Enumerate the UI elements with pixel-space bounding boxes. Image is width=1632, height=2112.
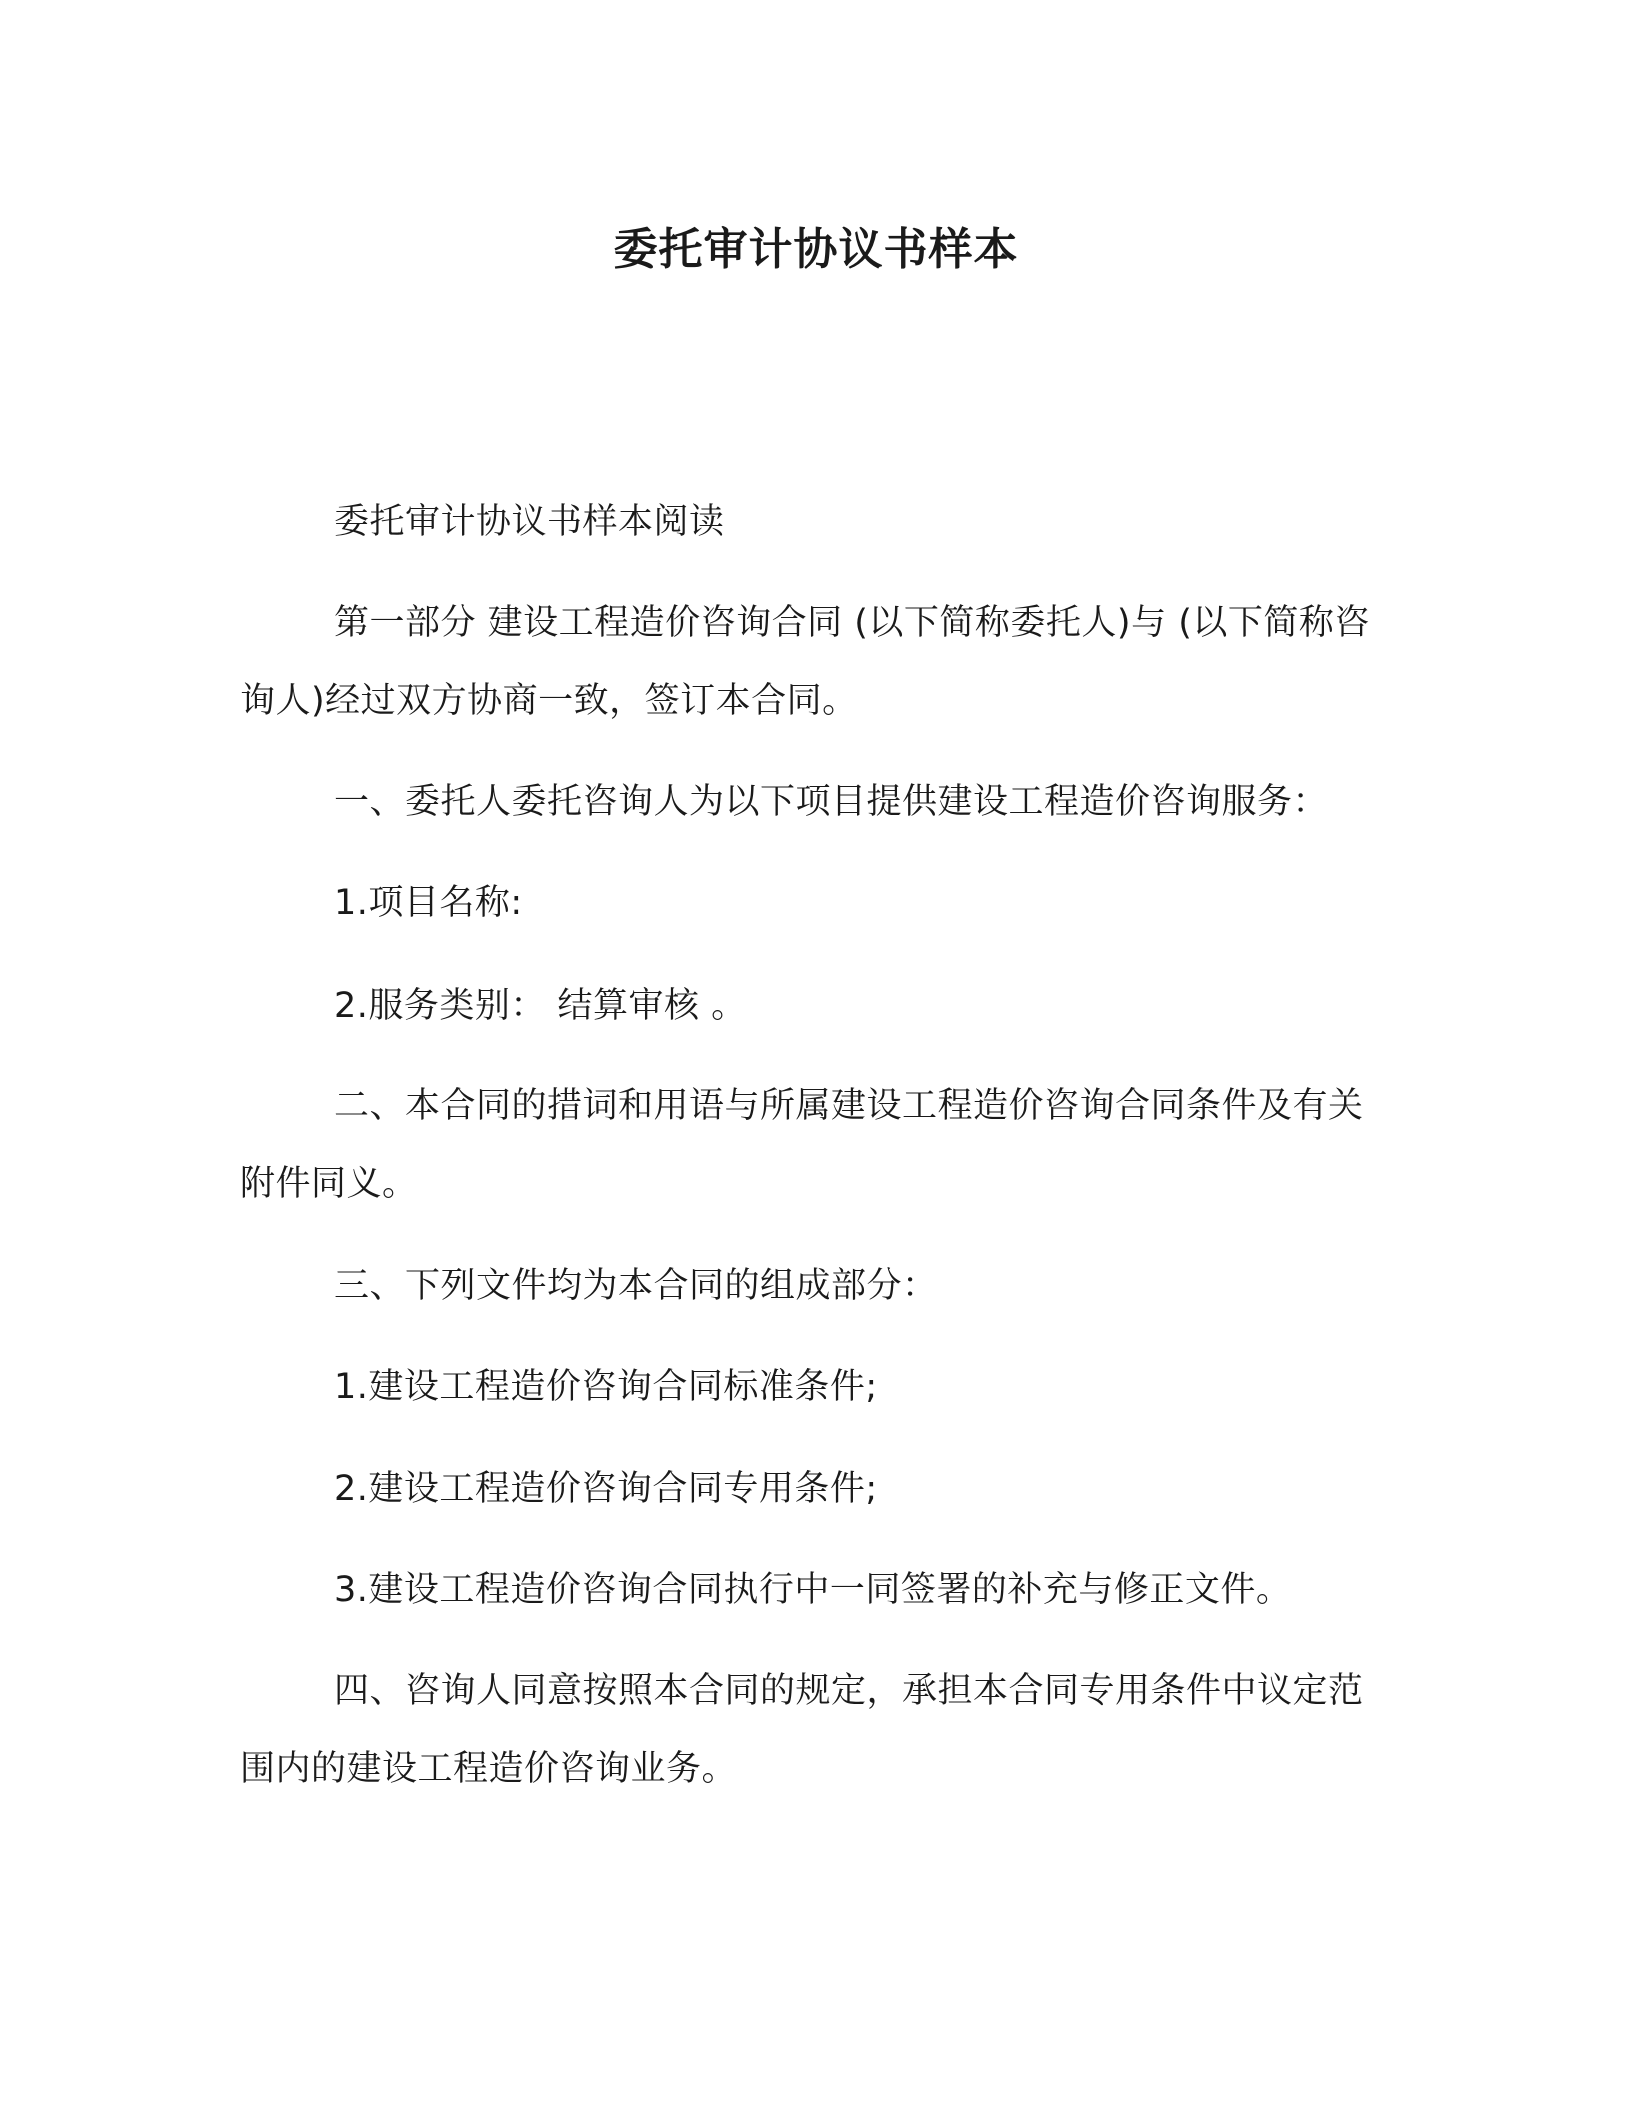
paragraph-clause-four: 四、咨询人同意按照本合同的规定，承担本合同专用条件中议定范围内的建设工程造价咨询业务。 (240, 1671, 1364, 1789)
paragraph-document-2: 2.建设工程造价咨询合同专用条件; (334, 1469, 878, 1509)
paragraph-project-name: 1.项目名称: (334, 883, 523, 923)
paragraph-clause-three: 三、下列文件均为本合同的组成部分： (334, 1266, 938, 1306)
paragraph-clause-two: 二、本合同的措词和用语与所属建设工程造价咨询合同条件及有关附件同义。 (240, 1086, 1364, 1204)
paragraph-service-type: 2.服务类别： 结算审核 。 (334, 986, 747, 1026)
paragraph-document-3: 3.建设工程造价咨询合同执行中一同签署的补充与修正文件。 (334, 1570, 1292, 1610)
document-title: 委托审计协议书样本 (613, 224, 1019, 275)
paragraph-part-one: 第一部分 建设工程造价咨询合同 (以下简称委托人)与 (以下简称咨询人)经过双方协商一致，签订本合同。 (240, 603, 1370, 721)
paragraph-clause-one: 一、委托人委托咨询人为以下项目提供建设工程造价咨询服务： (334, 782, 1329, 822)
paragraph-subtitle: 委托审计协议书样本阅读 (334, 502, 725, 542)
paragraph-document-1: 1.建设工程造价咨询合同标准条件; (334, 1367, 878, 1407)
